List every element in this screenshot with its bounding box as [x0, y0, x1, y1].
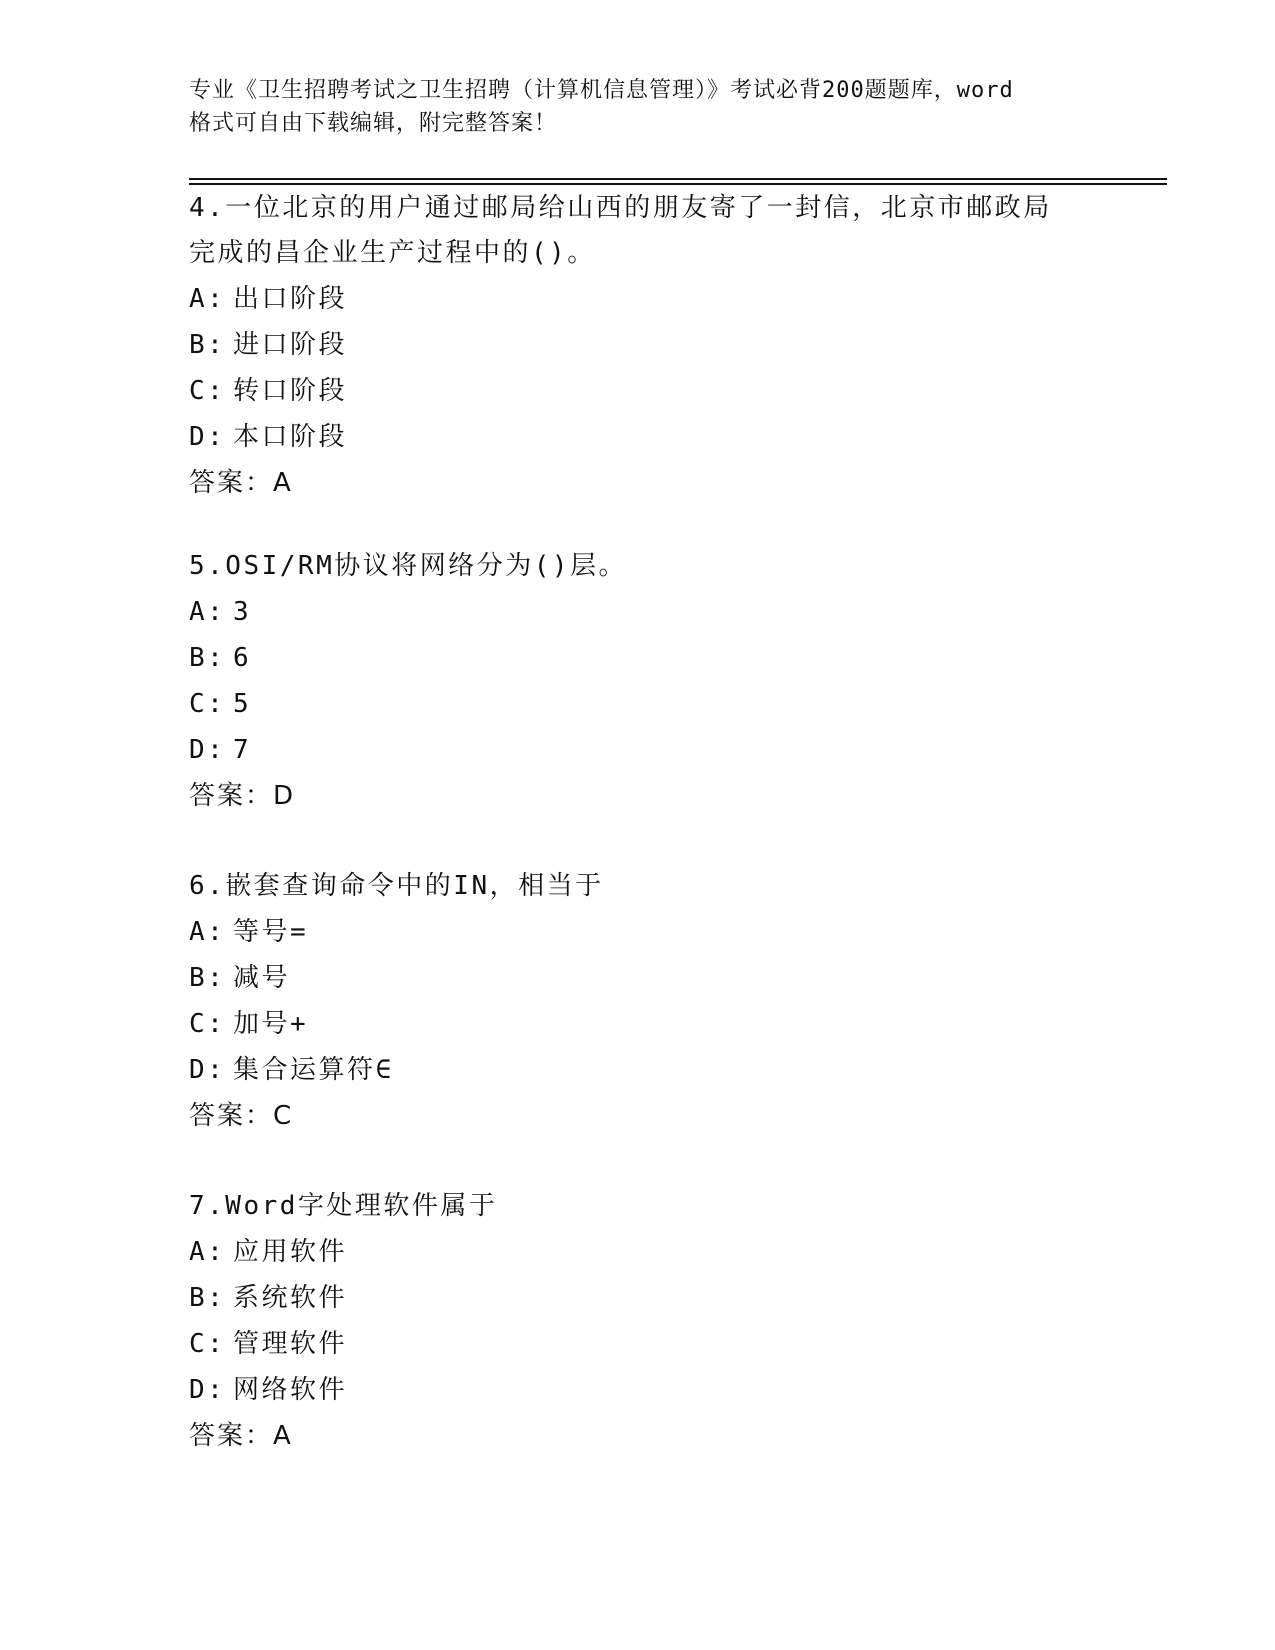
option-letter: D:	[189, 1375, 226, 1405]
answer: 答案：A	[189, 1421, 293, 1451]
option-letter: C:	[189, 1329, 226, 1359]
option-letter: C:	[189, 376, 226, 406]
option-letter: C:	[189, 1009, 226, 1039]
option-b	[189, 322, 1149, 368]
option-letter: A:	[189, 1237, 226, 1267]
option-text: 集合运算符∈	[233, 1055, 394, 1085]
option-b	[189, 1275, 1149, 1321]
question-stem-continued: 完成的昌企业生产过程中的()。	[189, 238, 596, 268]
option-text: 转口阶段	[233, 376, 348, 406]
question-5	[189, 544, 1149, 819]
option-letter: D:	[189, 1055, 226, 1085]
option-letter: D:	[189, 422, 226, 452]
header-divider-top	[189, 178, 1167, 180]
option-text: 5	[233, 689, 252, 719]
option-text: 3	[233, 597, 252, 627]
option-text: 网络软件	[233, 1375, 348, 1405]
option-letter: B:	[189, 643, 226, 673]
option-d	[189, 1367, 1149, 1413]
option-text: 出口阶段	[233, 284, 348, 314]
option-text: 加号+	[233, 1009, 309, 1039]
question-6	[189, 864, 1149, 1139]
document-header	[189, 74, 1089, 140]
option-b	[189, 635, 1149, 681]
question-stem: 4.一位北京的用户通过邮局给山西的朋友寄了一封信，北京市邮政局	[189, 193, 1052, 223]
option-text: 进口阶段	[233, 330, 348, 360]
option-text: 7	[233, 735, 252, 765]
question-4	[189, 186, 1149, 506]
option-text: 管理软件	[233, 1329, 348, 1359]
option-c	[189, 1321, 1149, 1367]
option-b	[189, 955, 1149, 1001]
option-c	[189, 681, 1149, 727]
option-d	[189, 727, 1149, 773]
option-letter: B:	[189, 330, 226, 360]
question-stem: 6.嵌套查询命令中的IN，相当于	[189, 871, 604, 901]
option-text: 6	[233, 643, 252, 673]
option-text: 等号=	[233, 917, 309, 947]
question-7	[189, 1184, 1149, 1459]
option-letter: B:	[189, 1283, 226, 1313]
option-d	[189, 414, 1149, 460]
answer: 答案：A	[189, 468, 293, 498]
answer: 答案：D	[189, 781, 296, 811]
option-letter: A:	[189, 917, 226, 947]
option-a	[189, 1229, 1149, 1275]
answer: 答案：C	[189, 1101, 294, 1131]
option-d	[189, 1047, 1149, 1093]
header-divider-bottom	[189, 183, 1167, 185]
question-stem: 5.OSI/RM协议将网络分为()层。	[189, 551, 628, 581]
option-letter: D:	[189, 735, 226, 765]
option-letter: A:	[189, 597, 226, 627]
header-line-1: 专业《卫生招聘考试之卫生招聘（计算机信息管理）》考试必背200题题库，word	[189, 78, 1014, 103]
option-a	[189, 589, 1149, 635]
option-text: 系统软件	[233, 1283, 348, 1313]
option-letter: B:	[189, 963, 226, 993]
option-c	[189, 368, 1149, 414]
question-stem: 7.Word字处理软件属于	[189, 1191, 498, 1221]
option-letter: A:	[189, 284, 226, 314]
option-letter: C:	[189, 689, 226, 719]
header-line-2: 格式可自由下载编辑，附完整答案！	[189, 111, 558, 136]
option-c	[189, 1001, 1149, 1047]
option-a	[189, 276, 1149, 322]
option-text: 应用软件	[233, 1237, 348, 1267]
option-text: 减号	[233, 963, 291, 993]
option-a	[189, 909, 1149, 955]
option-text: 本口阶段	[233, 422, 348, 452]
